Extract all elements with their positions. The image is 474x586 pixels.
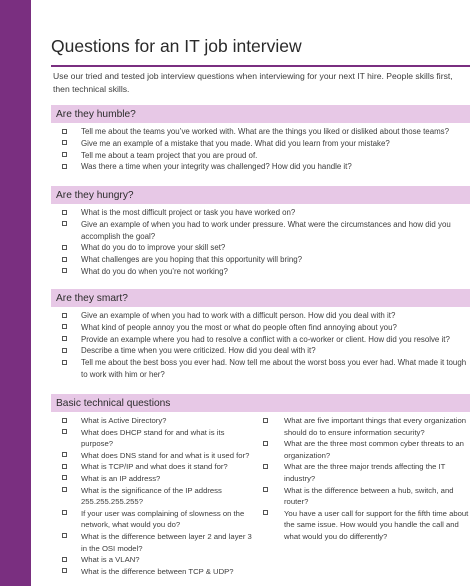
checkbox-icon [62, 129, 67, 134]
checkbox-icon [62, 475, 67, 480]
question-list [51, 126, 470, 173]
question-item: What challenges are you hoping that this opportunity will bring? [51, 254, 470, 266]
checkbox-icon [263, 441, 268, 446]
checkbox-icon [62, 152, 67, 157]
section-heading-band [51, 394, 470, 412]
intro-paragraph: Use our tried and tested job interview questions when interviewing for your next IT hire. People skills first, then technical skills. [53, 71, 453, 94]
checkbox-icon [263, 487, 268, 492]
question-item: Tell me about the best boss you ever had. Now tell me about the worst boss you ever had. What made it tough to work with him or her? [51, 357, 470, 381]
question-item: What are the three most common cyber threats to an organization? [256, 438, 470, 461]
page-title: Questions for an IT job interview [51, 36, 302, 56]
question-list [51, 310, 470, 381]
question-item: What are the three major trends affecting the IT industry? [256, 461, 470, 484]
section-humble [51, 105, 470, 173]
question-item: Provide an example where you had to resolve a conflict with a co-worker or client. How did you resolve it? [51, 334, 470, 346]
question-item: What are five important things that every organization should do to ensure information security? [256, 415, 470, 438]
question-item: Was there a time when your integrity was challenged? How did you handle it? [51, 161, 470, 173]
question-item: What is the difference between TCP & UDP? [51, 566, 256, 578]
checkbox-icon [62, 487, 67, 492]
question-item: What is TCP/IP and what does it stand for? [51, 461, 256, 473]
question-item: Tell me about the teams you’ve worked with. What are the things you liked or disliked about those teams? [51, 126, 470, 138]
checkbox-icon [263, 418, 268, 423]
question-item: What is the difference between a hub, switch, and router? [256, 485, 470, 508]
question-item: What is Active Directory? [51, 415, 256, 427]
section-heading-band [51, 105, 470, 123]
question-item: What is an IP address? [51, 473, 256, 485]
question-list [256, 415, 470, 543]
checkbox-icon [62, 360, 67, 365]
technical-column-left [51, 415, 256, 577]
checkbox-icon [62, 257, 67, 262]
question-item: What is a VLAN? [51, 554, 256, 566]
section-heading: Are they humble? [56, 108, 136, 120]
checkbox-icon [263, 464, 268, 469]
question-item: Describe a time when you were criticized. How did you deal with it? [51, 345, 470, 357]
section-technical [51, 394, 470, 577]
checkbox-icon [62, 313, 67, 318]
checkbox-icon [62, 510, 67, 515]
section-hungry [51, 186, 470, 278]
section-heading-band [51, 289, 470, 307]
sidebar-accent [0, 0, 31, 586]
question-item: What does DHCP stand for and what is its purpose? [51, 427, 256, 450]
checkbox-icon [62, 324, 67, 329]
section-heading-band [51, 186, 470, 204]
checkbox-icon [62, 164, 67, 169]
question-item: Give an example of when you had to work under pressure. What were the circumstances and how did you accomplish the goal? [51, 219, 470, 243]
question-item: What do you do when you’re not working? [51, 266, 470, 278]
question-item: What do you do to improve your skill set? [51, 242, 470, 254]
question-list [51, 207, 470, 278]
question-item: Give me an example of a mistake that you made. What did you learn from your mistake? [51, 138, 470, 150]
question-item: If your user was complaining of slowness on the network, what would you do? [51, 508, 256, 531]
checkbox-icon [62, 245, 67, 250]
question-item: What is the difference between layer 2 and layer 3 in the OSI model? [51, 531, 256, 554]
checkbox-icon [62, 568, 67, 573]
title-divider [51, 65, 470, 67]
checkbox-icon [62, 210, 67, 215]
checkbox-icon [62, 348, 67, 353]
checkbox-icon [62, 533, 67, 538]
question-item: Tell me about a team project that you are proud of. [51, 150, 470, 162]
checkbox-icon [62, 452, 67, 457]
checkbox-icon [62, 268, 67, 273]
checkbox-icon [263, 510, 268, 515]
checkbox-icon [62, 336, 67, 341]
question-list [51, 415, 256, 577]
technical-column-right [256, 415, 470, 577]
question-item: What is the significance of the IP address 255.255.255.255? [51, 485, 256, 508]
checkbox-icon [62, 418, 67, 423]
checkbox-icon [62, 140, 67, 145]
checkbox-icon [62, 557, 67, 562]
checkbox-icon [62, 464, 67, 469]
question-item: What kind of people annoy you the most or what do people often find annoying about you? [51, 322, 470, 334]
question-item: What does DNS stand for and what is it used for? [51, 450, 256, 462]
technical-columns [51, 415, 470, 577]
question-item: You have a user call for support for the fifth time about the same issue. How would you handle the call and what would you do differently? [256, 508, 470, 543]
section-smart [51, 289, 470, 381]
section-heading: Are they smart? [56, 292, 128, 304]
checkbox-icon [62, 429, 67, 434]
section-heading: Basic technical questions [56, 397, 171, 409]
section-heading: Are they hungry? [56, 189, 134, 201]
question-item: What is the most difficult project or task you have worked on? [51, 207, 470, 219]
checkbox-icon [62, 221, 67, 226]
question-item: Give an example of when you had to work with a difficult person. How did you deal with it? [51, 310, 470, 322]
